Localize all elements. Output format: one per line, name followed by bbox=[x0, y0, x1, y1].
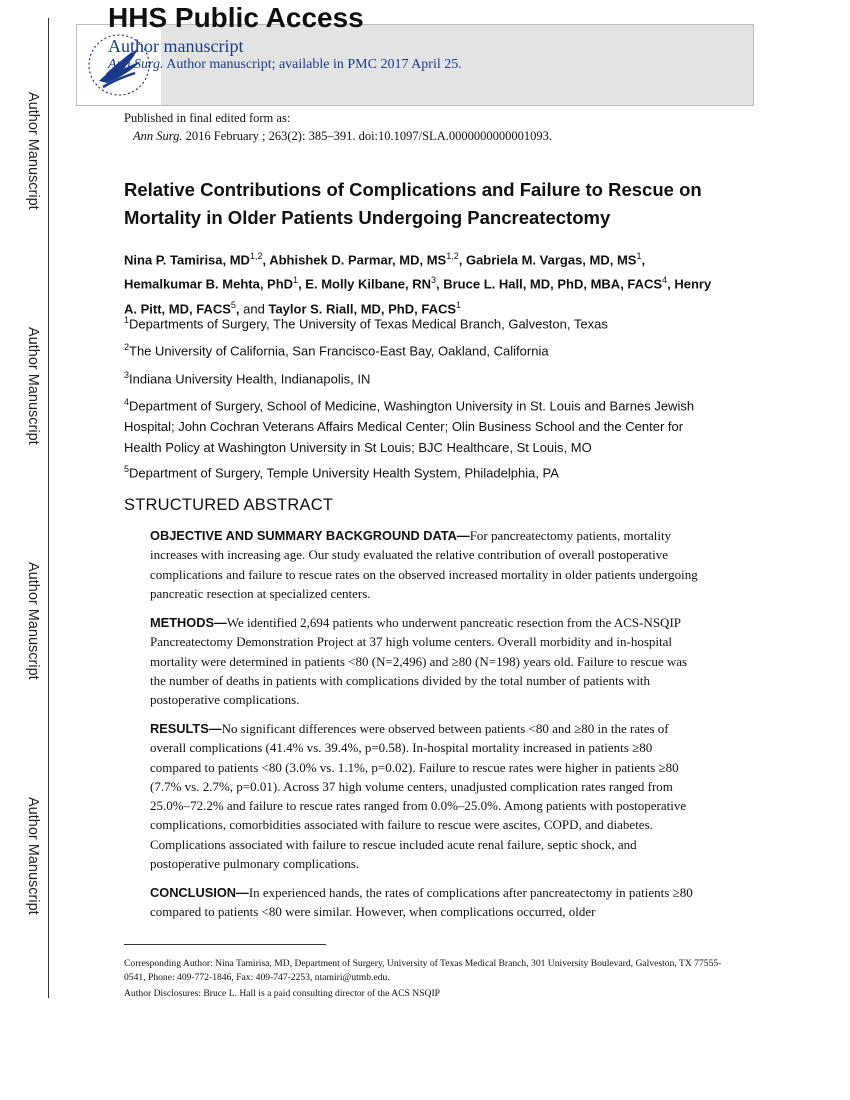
abstract-results: RESULTS—No significant differences were observed between patients <80 and ≥80 in the rates of overall complications (41.4% vs. 39.4%, p=0.58). In-hospital mortality increased in patients ≥80 compared to patients <80 (3.0% vs. 1.1%, p=0.02). Failure to rescue rates were higher in patients ≥80 (7.7% vs. 2.7%, p=0.01). Across 37 high volume centers, unadjusted complication rates ranged from 25.0%–72.2% and failure to rescue rates ranged from 0.0%–25.0%. Among patients with postoperative complications, comorbidities associated with failure to rescue were ascites, COPD, and diabetes. Complications associated with failure to rescue included acute renal failure, septic shock, and postoperative pulmonary complications. bbox=[150, 721, 687, 872]
affiliation: $^2$The University of California, San Francisco-East Bay, Oakland, California bbox=[124, 342, 549, 359]
footnote-disclosures: Author Disclosures: Bruce L. Hall is a paid consulting director of the ACS NSQIP bbox=[124, 988, 441, 999]
footnote-corresponding: Corresponding Author: Nina Tamirisa, MD, Department of Surgery, University of Texas Medical Branch, 301 University Boulevard, Galveston, TX 77555-0541, Phone: 409-772-1846, Fax: 409-747-2253, ntamiri@utmb.edu. bbox=[124, 958, 722, 984]
affiliation: $^1$Departments of Surgery, The University of Texas Medical Branch, Galveston, Texas bbox=[124, 315, 608, 332]
author: Hemalkumar B. Mehta, PhD bbox=[124, 276, 294, 292]
abstract-heading: STRUCTURED ABSTRACT bbox=[124, 496, 334, 514]
article-title: Relative Contributions of Complications and Failure to Rescue on Mortality in Older Patients Undergoing Pancreatectomy bbox=[124, 179, 702, 228]
side-divider bbox=[48, 18, 49, 998]
hhs-title: HHS Public Access bbox=[108, 2, 364, 33]
side-label-3: Author Manuscript bbox=[25, 562, 41, 680]
abstract-conclusion: CONCLUSION—In experienced hands, the rates of complications after pancreatectomy in patients ≥80 compared to patients <80 were similar. However, when complications occurred, older bbox=[150, 885, 693, 920]
author: Gabriela M. Vargas, MD, MS bbox=[465, 252, 637, 268]
published-citation: Ann Surg. 2016 February ; 263(2): 385–391. doi:10.1097/SLA.0000000000001093. bbox=[133, 129, 552, 143]
author: Abhishek D. Parmar, MD, MS bbox=[269, 252, 447, 268]
author: Henry A. Pitt, MD, FACS bbox=[124, 276, 712, 316]
author: Nina P. Tamirisa, MD bbox=[124, 252, 250, 268]
affiliation: $^4$Department of Surgery, School of Medicine, Washington University in St. Louis and Barnes Jewish Hospital; John Cochran Veterans Affairs Medical Center; Olin Business School and the Center for Health Policy at Washington University in St Louis; BJC Healthcare, St Louis, MO bbox=[124, 397, 695, 456]
affiliation: $^5$Department of Surgery, Temple University Health System, Philadelphia, PA bbox=[124, 464, 559, 481]
author: E. Molly Kilbane, RN bbox=[305, 276, 431, 292]
author-list: Nina P. Tamirisa, MD$^{1,2}$, Abhishek D. Parmar, MD, MS$^{1,2}$, Gabriela M. Vargas, MD, $MS^1$, Hemalkumar B. Mehta, PhD$^1$, E. Molly Kilbane, $RN^3$, Bruce L. Hall, MD, PhD, MBA, FACS$^4$, Henry A. Pitt, MD, FACS$^5$, and Taylor S. Riall, MD, PhD, FACS$^1$ bbox=[124, 251, 712, 316]
published-label: Published in final edited form as: bbox=[124, 111, 291, 125]
affiliation: $^3$Indiana University Health, Indianapolis, IN bbox=[124, 370, 371, 387]
abstract-methods: METHODS—We identified 2,694 patients who underwent pancreatic resection from the ACS-NSQIP Pancreatectomy Demonstration Project at 37 high volume centers. Overall morbidity and in-hospital mortality were determined in patients <80 (N=2,496) and ≥80 (N=198) years old. Failure to rescue was the number of deaths in patients with complications divided by the total number of patients with postoperative complications. bbox=[150, 615, 688, 708]
author: Bruce L. Hall, MD, PhD, MBA, FACS bbox=[443, 276, 663, 292]
side-label-1: Author Manuscript bbox=[25, 92, 41, 210]
availability-line: Ann Surg. Author manuscript; available in PMC 2017 April 25. bbox=[108, 57, 462, 72]
published-info bbox=[124, 109, 552, 145]
abstract-objective: OBJECTIVE AND SUMMARY BACKGROUND DATA—For pancreatectomy patients, mortality increases with increasing age. Our study evaluated the relative contribution of overall postoperative complications and failure to rescue rates on the observed increased mortality in older patients undergoing pancreatic resection at specialized centers. bbox=[150, 528, 698, 601]
side-label-2: Author Manuscript bbox=[25, 327, 41, 445]
footnote-divider bbox=[124, 944, 326, 945]
author: Taylor S. Riall, MD, PhD, FACS bbox=[268, 300, 457, 316]
side-label-4: Author Manuscript bbox=[25, 797, 41, 915]
header-subtitle: Author manuscript bbox=[108, 36, 244, 56]
